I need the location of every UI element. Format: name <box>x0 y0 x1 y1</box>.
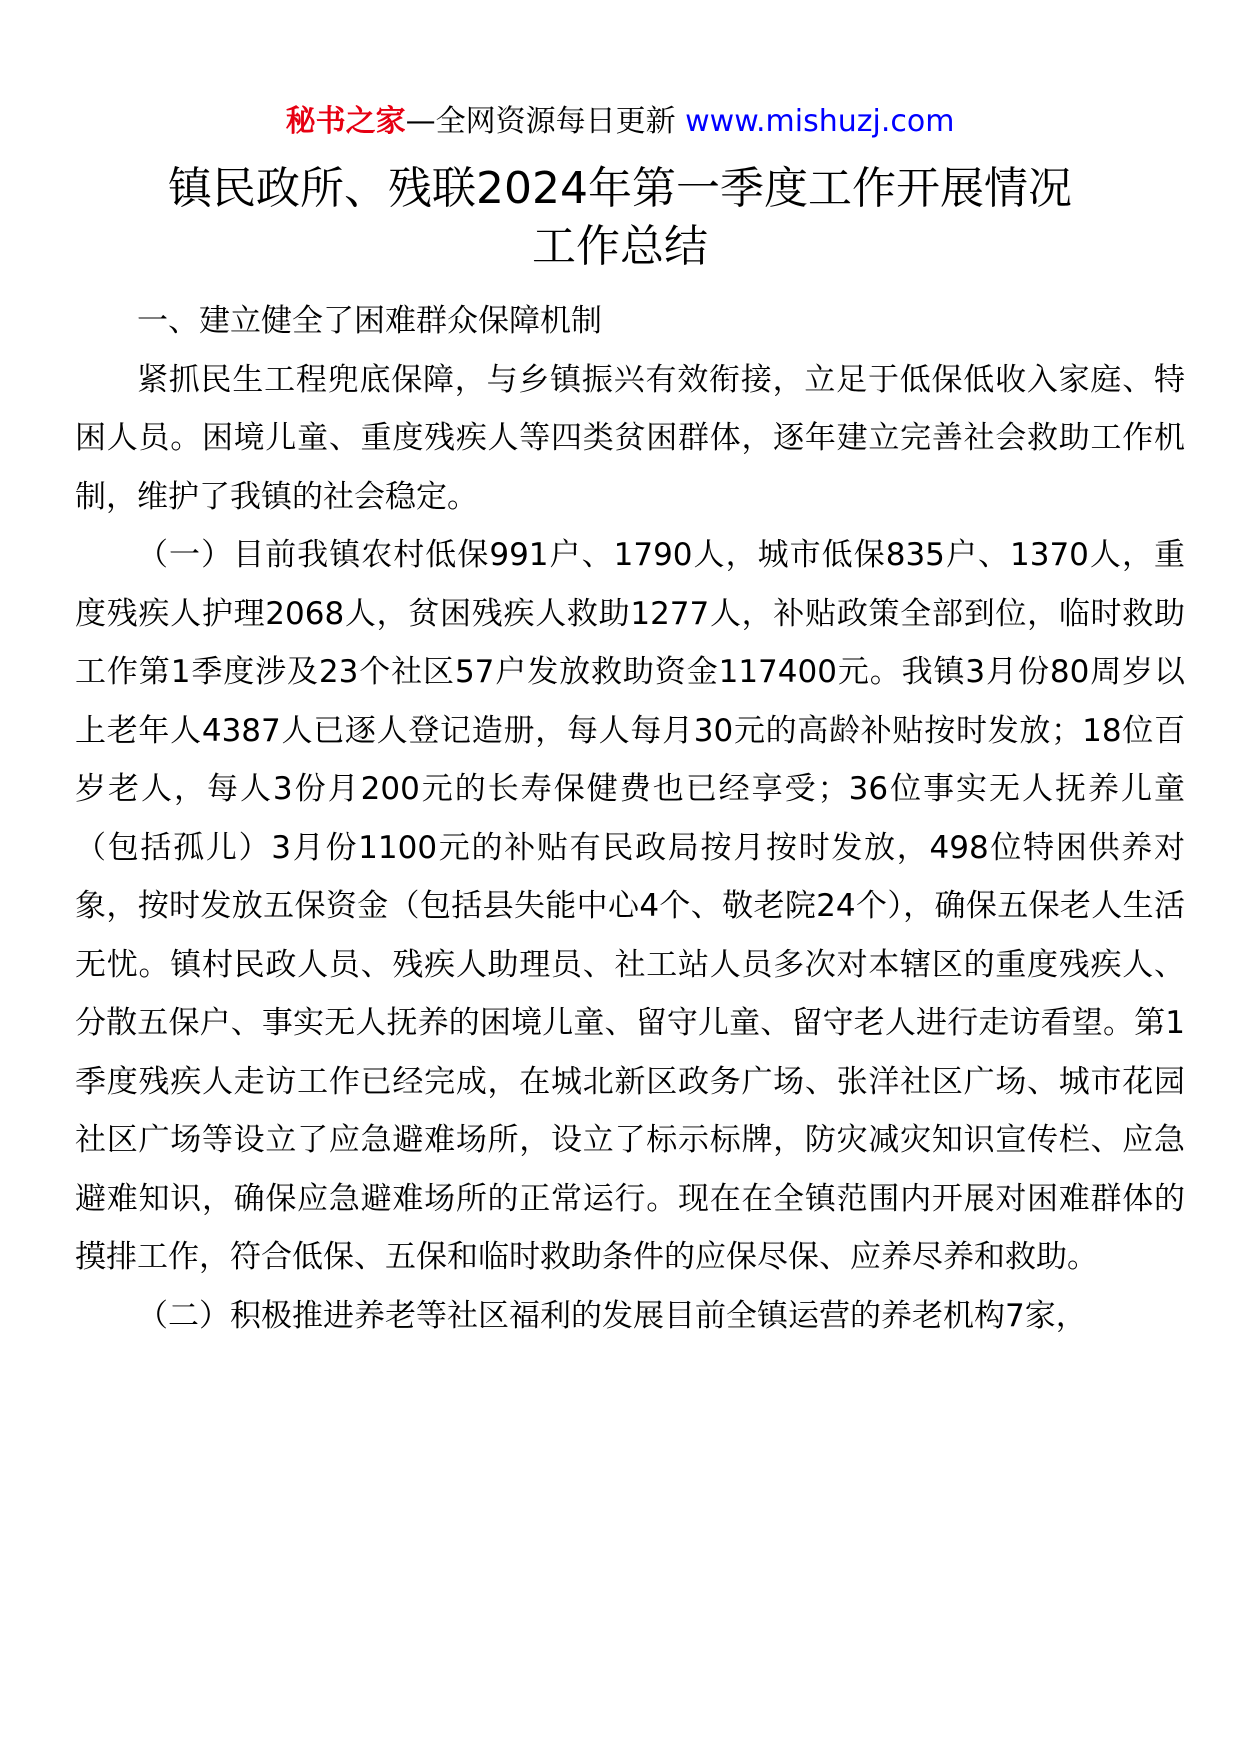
title-line-1: 镇民政所、残联2024年第一季度工作开展情况 <box>168 163 1072 214</box>
document-title <box>60 160 1180 276</box>
document-body <box>75 292 1185 1345</box>
title-line-2: 工作总结 <box>532 221 708 272</box>
header-tagline: —全网资源每日更新 <box>405 104 686 139</box>
paragraph-3: （二）积极推进养老等社区福利的发展目前全镇运营的养老机构7家， <box>137 1297 1087 1334</box>
paragraph-1: 紧抓民生工程兜底保障，与乡镇振兴有效衔接，立足于低保低收入家庭、特困人员。困境儿童、重度残疾人等四类贫困群体，逐年建立完善社会救助工作机制，维护了我镇的社会稳定。 <box>75 361 1185 515</box>
site-url[interactable]: www.mishuzj.com <box>685 104 955 139</box>
watermark-header <box>0 100 1240 144</box>
paragraph-2: （一）目前我镇农村低保991户、1790人，城市低保835户、1370人，重度残疾人护理2068人，贫困残疾人救助1277人，补贴政策全部到位，临时救助工作第1季度涉及23个社区57户发放救助资金117400元。我镇3月份80周岁以上老年人4387人已逐人登记造册，每人每月30元的高龄补贴按时发放；18位百岁老人，每人3份月200元的长寿保健费也已经享受；36位事实无人抚养儿童（包括孤儿）3月份1100元的补贴有民政局按月按时发放，498位特困供养对象，按时发放五保资金（包括县失能中心4个、敬老院24个），确保五保老人生活无忧。镇村民政人员、残疾人助理员、社工站人员多次对本辖区的重度残疾人、分散五保户、事实无人抚养的困境儿童、留守儿童、留守老人进行走访看望。第1季度残疾人走访工作已经完成，在城北新区政务广场、张洋社区广场、城市花园社区广场等设立了应急避难场所，设立了标示标牌，防灾减灾知识宣传栏、应急避难知识，确保应急避难场所的正常运行。现在在全镇范围内开展对困难群体的摸排工作，符合低保、五保和临时救助条件的应保尽保、应养尽养和救助。 <box>75 537 1185 1275</box>
section-heading: 一、建立健全了困难群众保障机制 <box>137 303 602 339</box>
brand-name: 秘书之家 <box>285 104 406 139</box>
